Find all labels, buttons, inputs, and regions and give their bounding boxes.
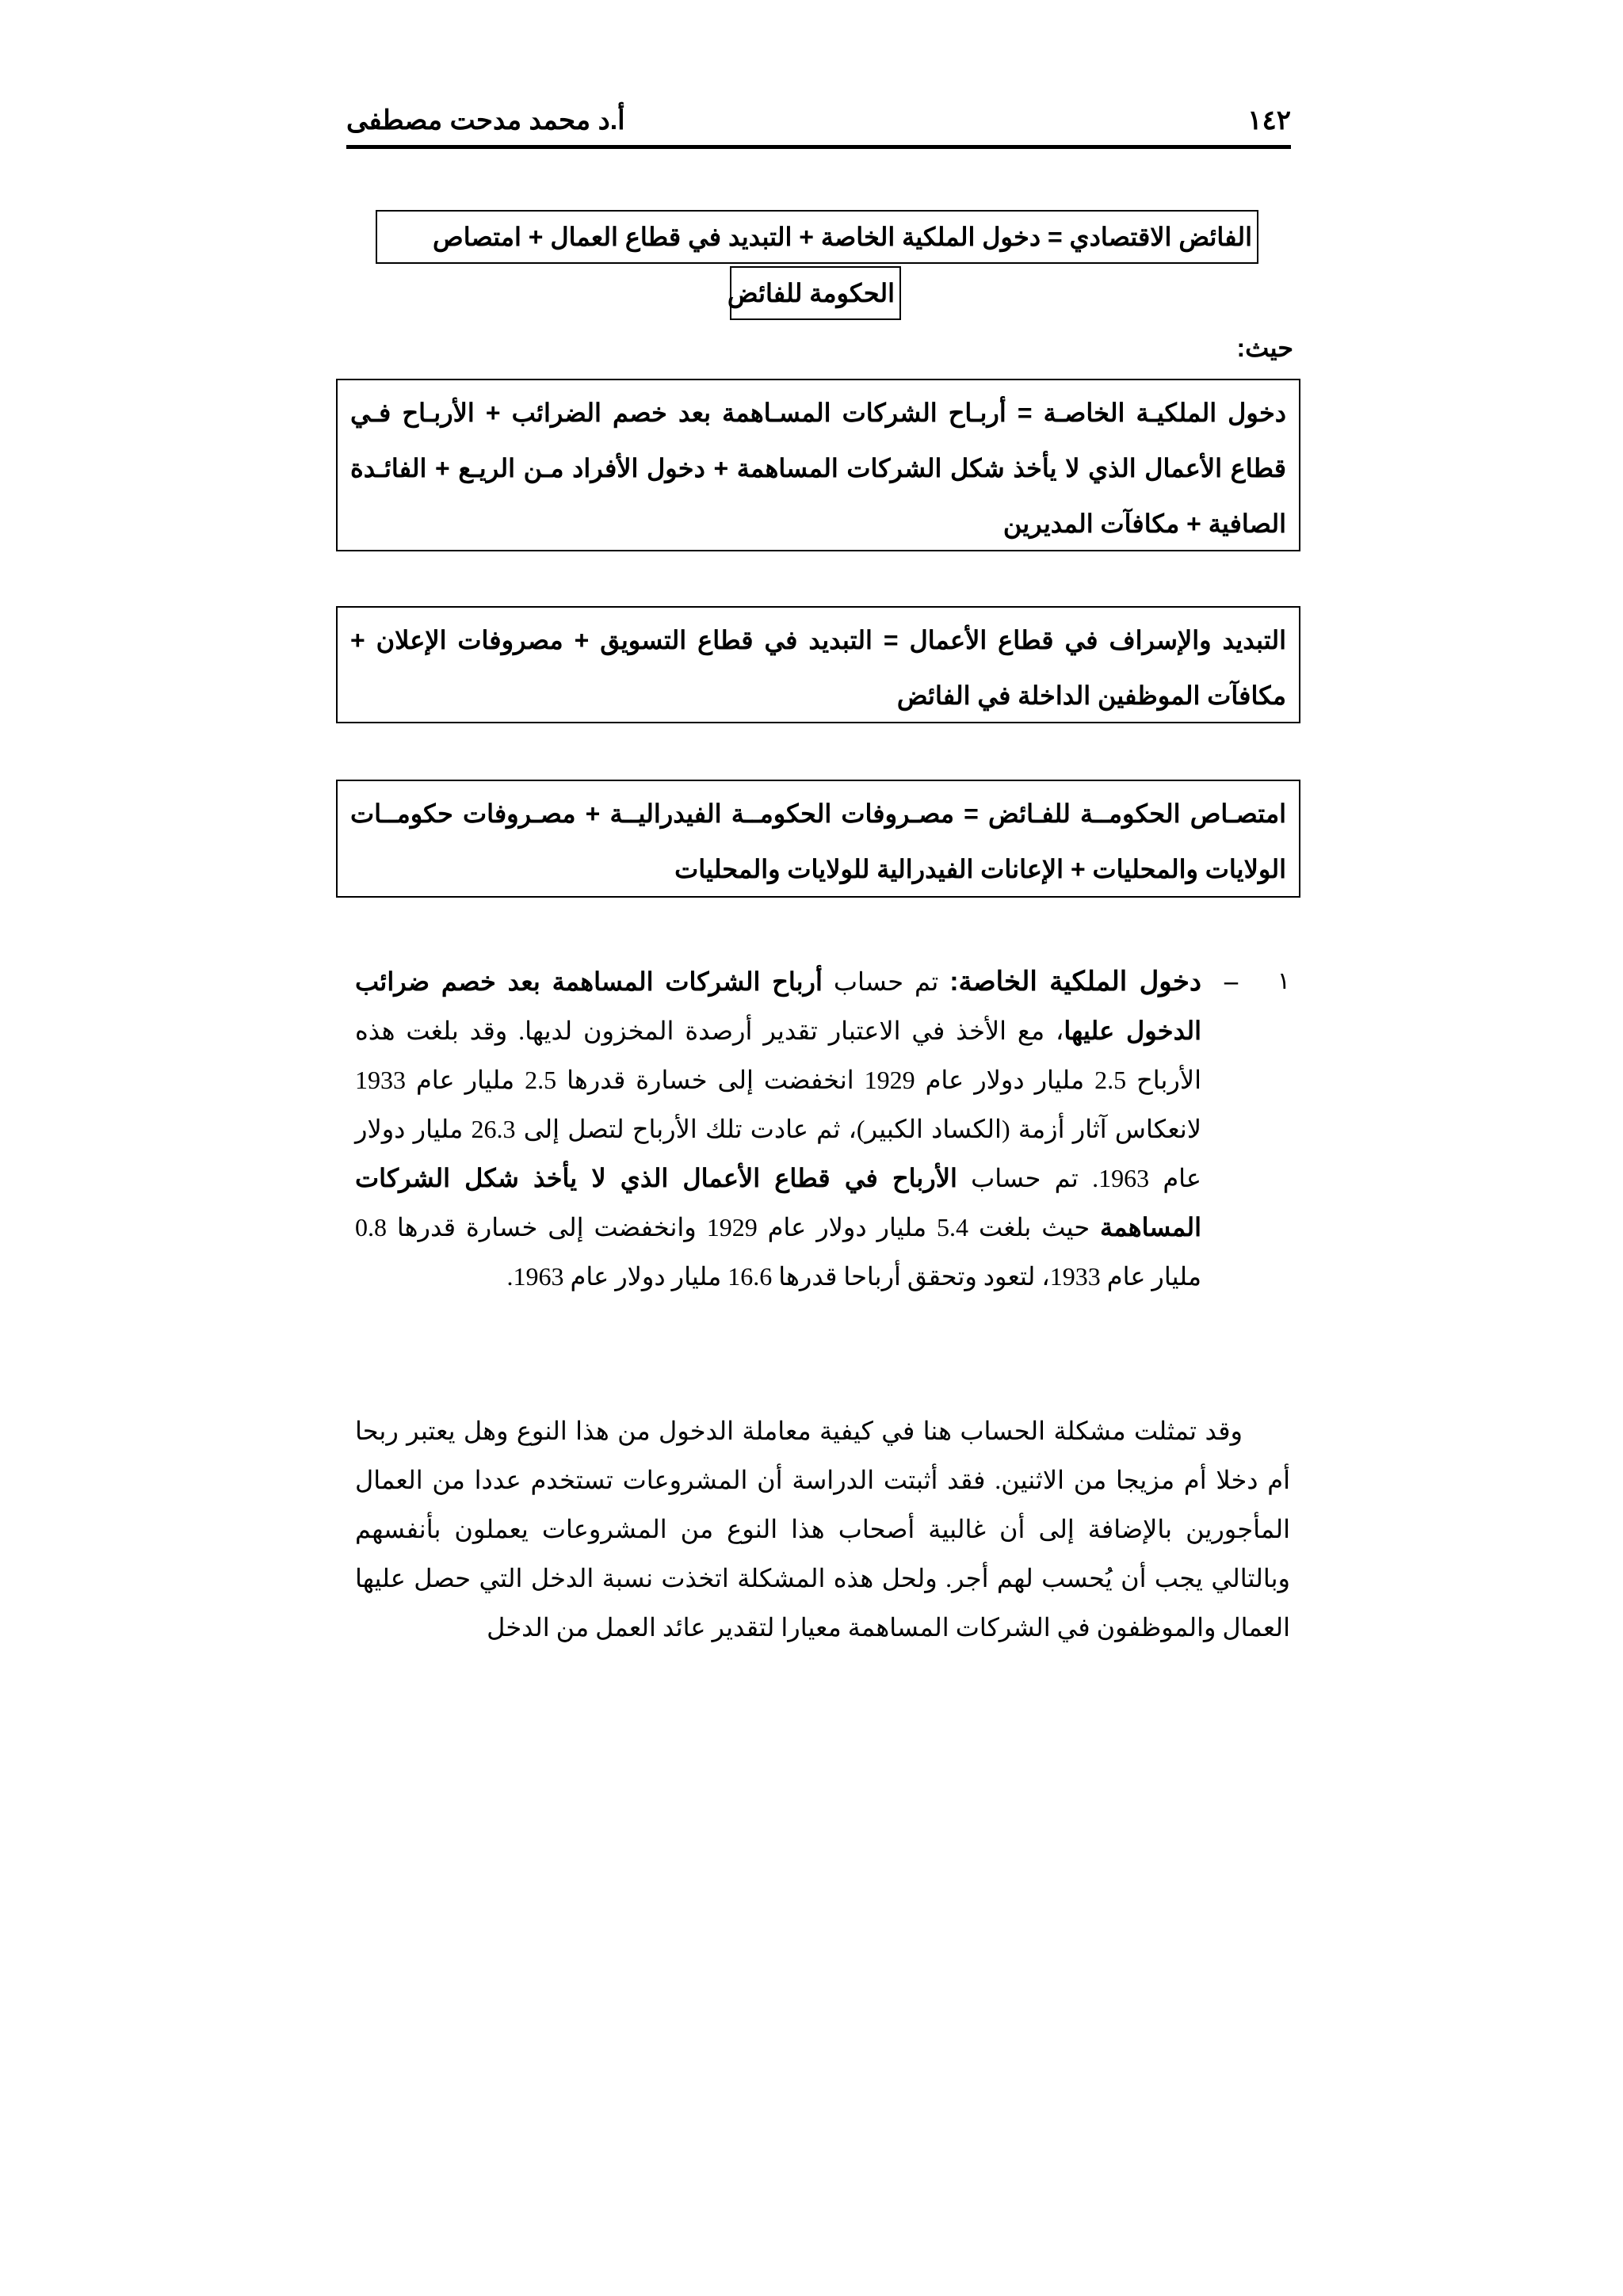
equation-line-1: الفائض الاقتصادي = دخول الملكية الخاصة + التبديد في قطاع العمال + امتصاص: [376, 210, 1258, 264]
item-text-2: ، مع الأخذ في الاعتبار تقدير أرصدة المخزون لديها. وقد بلغت هذه الأرباح 2.5 مليار دولار عام 1929 انخفضت إلى خسارة قدرها 2.5 مليار عام 1933 لانعكاس آثار أزمة (الكساد الكبير)، ثم عادت تلك الأرباح لتصل إلى 26.3 مليار دولار عام 1963. تم حساب: [355, 1016, 1202, 1192]
page-header: [346, 105, 1291, 149]
waste-box: التبديد والإسراف في قطاع الأعمال = التبديد في قطاع التسويق + مصروفات الإعلان + مكافآت الموظفين الداخلة في الفائض: [336, 606, 1300, 723]
item-title: دخول الملكية الخاصة:: [949, 967, 1202, 997]
page-number: ١٤٢: [1247, 105, 1291, 135]
body-paragraph: وقد تمثلت مشكلة الحساب هنا في كيفية معاملة الدخول من هذا النوع وهل يعتبر ربحا أم دخلا أم مزيجا من الاثنين. فقد أثبتت الدراسة أن المشروعات تستخدم عددا من العمال المأجورين بالإضافة إلى أن غالبية أصحاب هذا النوع من المشروعات يعملون بأنفسهم وبالتالي يجب أن يُحسب لهم أجر. ولحل هذه المشكلة اتخذت نسبة الدخل التي حصل عليها العمال والموظفون في الشركات المساهمة معيارا لتقدير عائد العمل من الدخل: [355, 1417, 1290, 1642]
equation-line-2: الحكومة للفائض: [730, 266, 901, 320]
item-text: [355, 957, 1201, 1301]
item-text-1: تم حساب: [822, 967, 950, 996]
header-rule: [346, 145, 1291, 149]
item-number: ١: [1277, 968, 1290, 994]
item-dash: –: [1224, 967, 1238, 996]
item-text-3: حيث بلغت 5.4 مليار دولار عام 1929 وانخفضت إلى خسارة قدرها 0.8 مليار عام 1933، لتعود وتحقق أرباحا قدرها 16.6 مليار دولار عام 1963.: [355, 1213, 1201, 1291]
author-name: أ.د محمد مدحت مصطفى: [346, 105, 625, 135]
private-income-box: دخول الملكيـة الخاصـة = أربـاح الشركات المسـاهمة بعد خصم الضرائب + الأربـاح فـي قطاع الأعمال الذي لا يأخذ شكل الشركات المساهمة + دخول الأفراد مـن الريـع + الفائـدة الصافية + مكافآت المديرين: [336, 379, 1300, 551]
absorption-box: امتصـاص الحكومــة للفـائض = مصـروفات الحكومــة الفيدراليــة + مصـروفات حكومــات الولايات والمحليات + الإعانات الفيدرالية للولايات والمحليات: [336, 780, 1300, 898]
list-item-1: [355, 957, 1290, 1301]
where-label: حيث:: [1236, 334, 1293, 362]
item-bold-2: الأرباح في قطاع الأعمال الذي لا يأخذ شكل الشركات المساهمة: [355, 1164, 1202, 1241]
item-bold-1: أرباح الشركات المساهمة بعد خصم ضرائب الدخول عليها: [355, 967, 1202, 1045]
